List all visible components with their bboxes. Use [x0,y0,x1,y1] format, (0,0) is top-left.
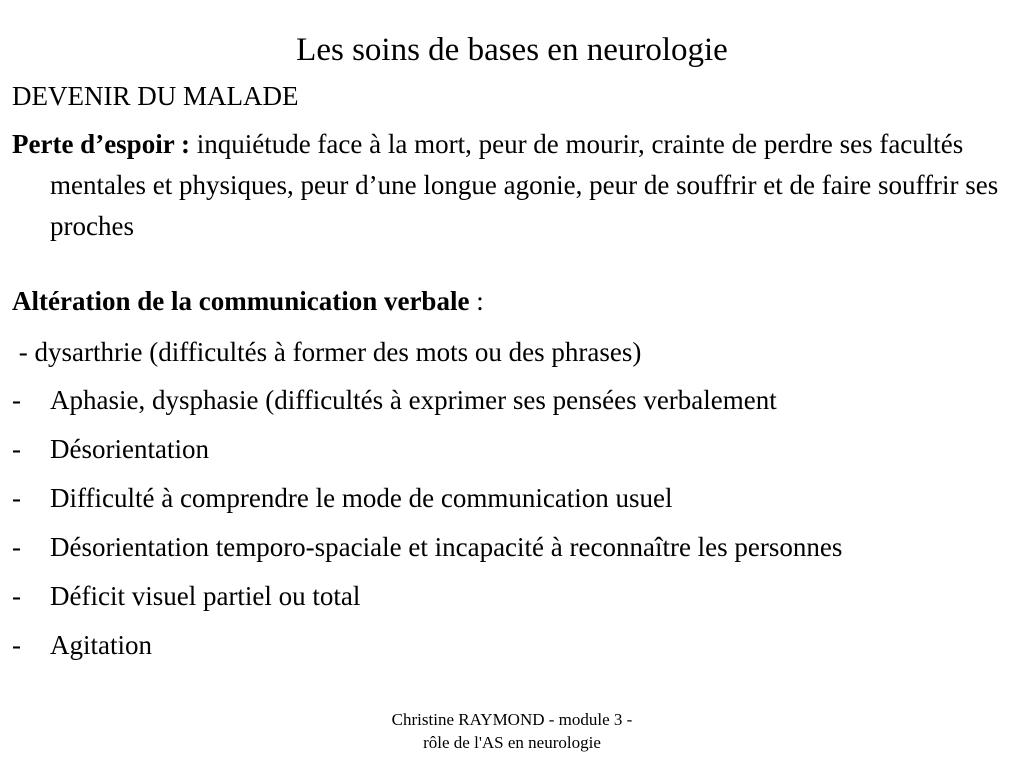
spacer [12,247,1012,281]
list-item [12,479,1012,518]
bullet-dash: - [12,483,21,513]
slide-content [12,78,1012,665]
bullet-text: Désorientation [50,434,209,464]
bullet-text: Difficulté à comprendre le mode de communication usuel [50,483,673,513]
footer-line-1: Christine RAYMOND - module 3 - [391,710,633,729]
perte-espoir-paragraph [12,124,1012,247]
bullet-text: Déficit visuel partiel ou total [50,581,361,611]
bullet-text: Agitation [50,630,152,660]
list-item [12,430,1012,469]
bullet-text: Désorientation temporo-spaciale et incapacité à reconnaître les personnes [50,532,843,562]
list-item [12,381,1012,420]
slide-footer [352,708,672,754]
list-item [12,577,1012,616]
footer-line-2: rôle de l'AS en neurologie [423,733,601,752]
bullet-text: Aphasie, dysphasie (difficultés à exprimer ses pensées verbalement [50,385,777,415]
slide-title: Les soins de bases en neurologie [296,32,728,68]
bullet-list [12,381,1012,665]
bullet-dash: - [12,532,21,562]
communication-subheading [12,281,1012,321]
bullet-dash: - [12,385,21,415]
paragraph-text: inquiétude face à la mort, peur de mourir, crainte de perdre ses facultés mentales et physiques, peur d’une longue agonie, peur de souffrir et de faire souffrir ses proches [50,129,999,241]
paragraph-lead: Perte d’espoir : [12,129,190,159]
bullet-dash: - [12,434,21,464]
list-item [12,528,1012,567]
dysarthrie-line: - dysarthrie (difficultés à former des mots ou des phrases) [12,337,642,367]
subheading-suffix: : [469,286,484,316]
section-heading: DEVENIR DU MALADE [12,81,299,111]
subheading-lead: Altération de la communication verbale [12,286,470,316]
list-item [12,626,1012,665]
bullet-dash: - [12,630,21,660]
bullet-dash: - [12,581,21,611]
